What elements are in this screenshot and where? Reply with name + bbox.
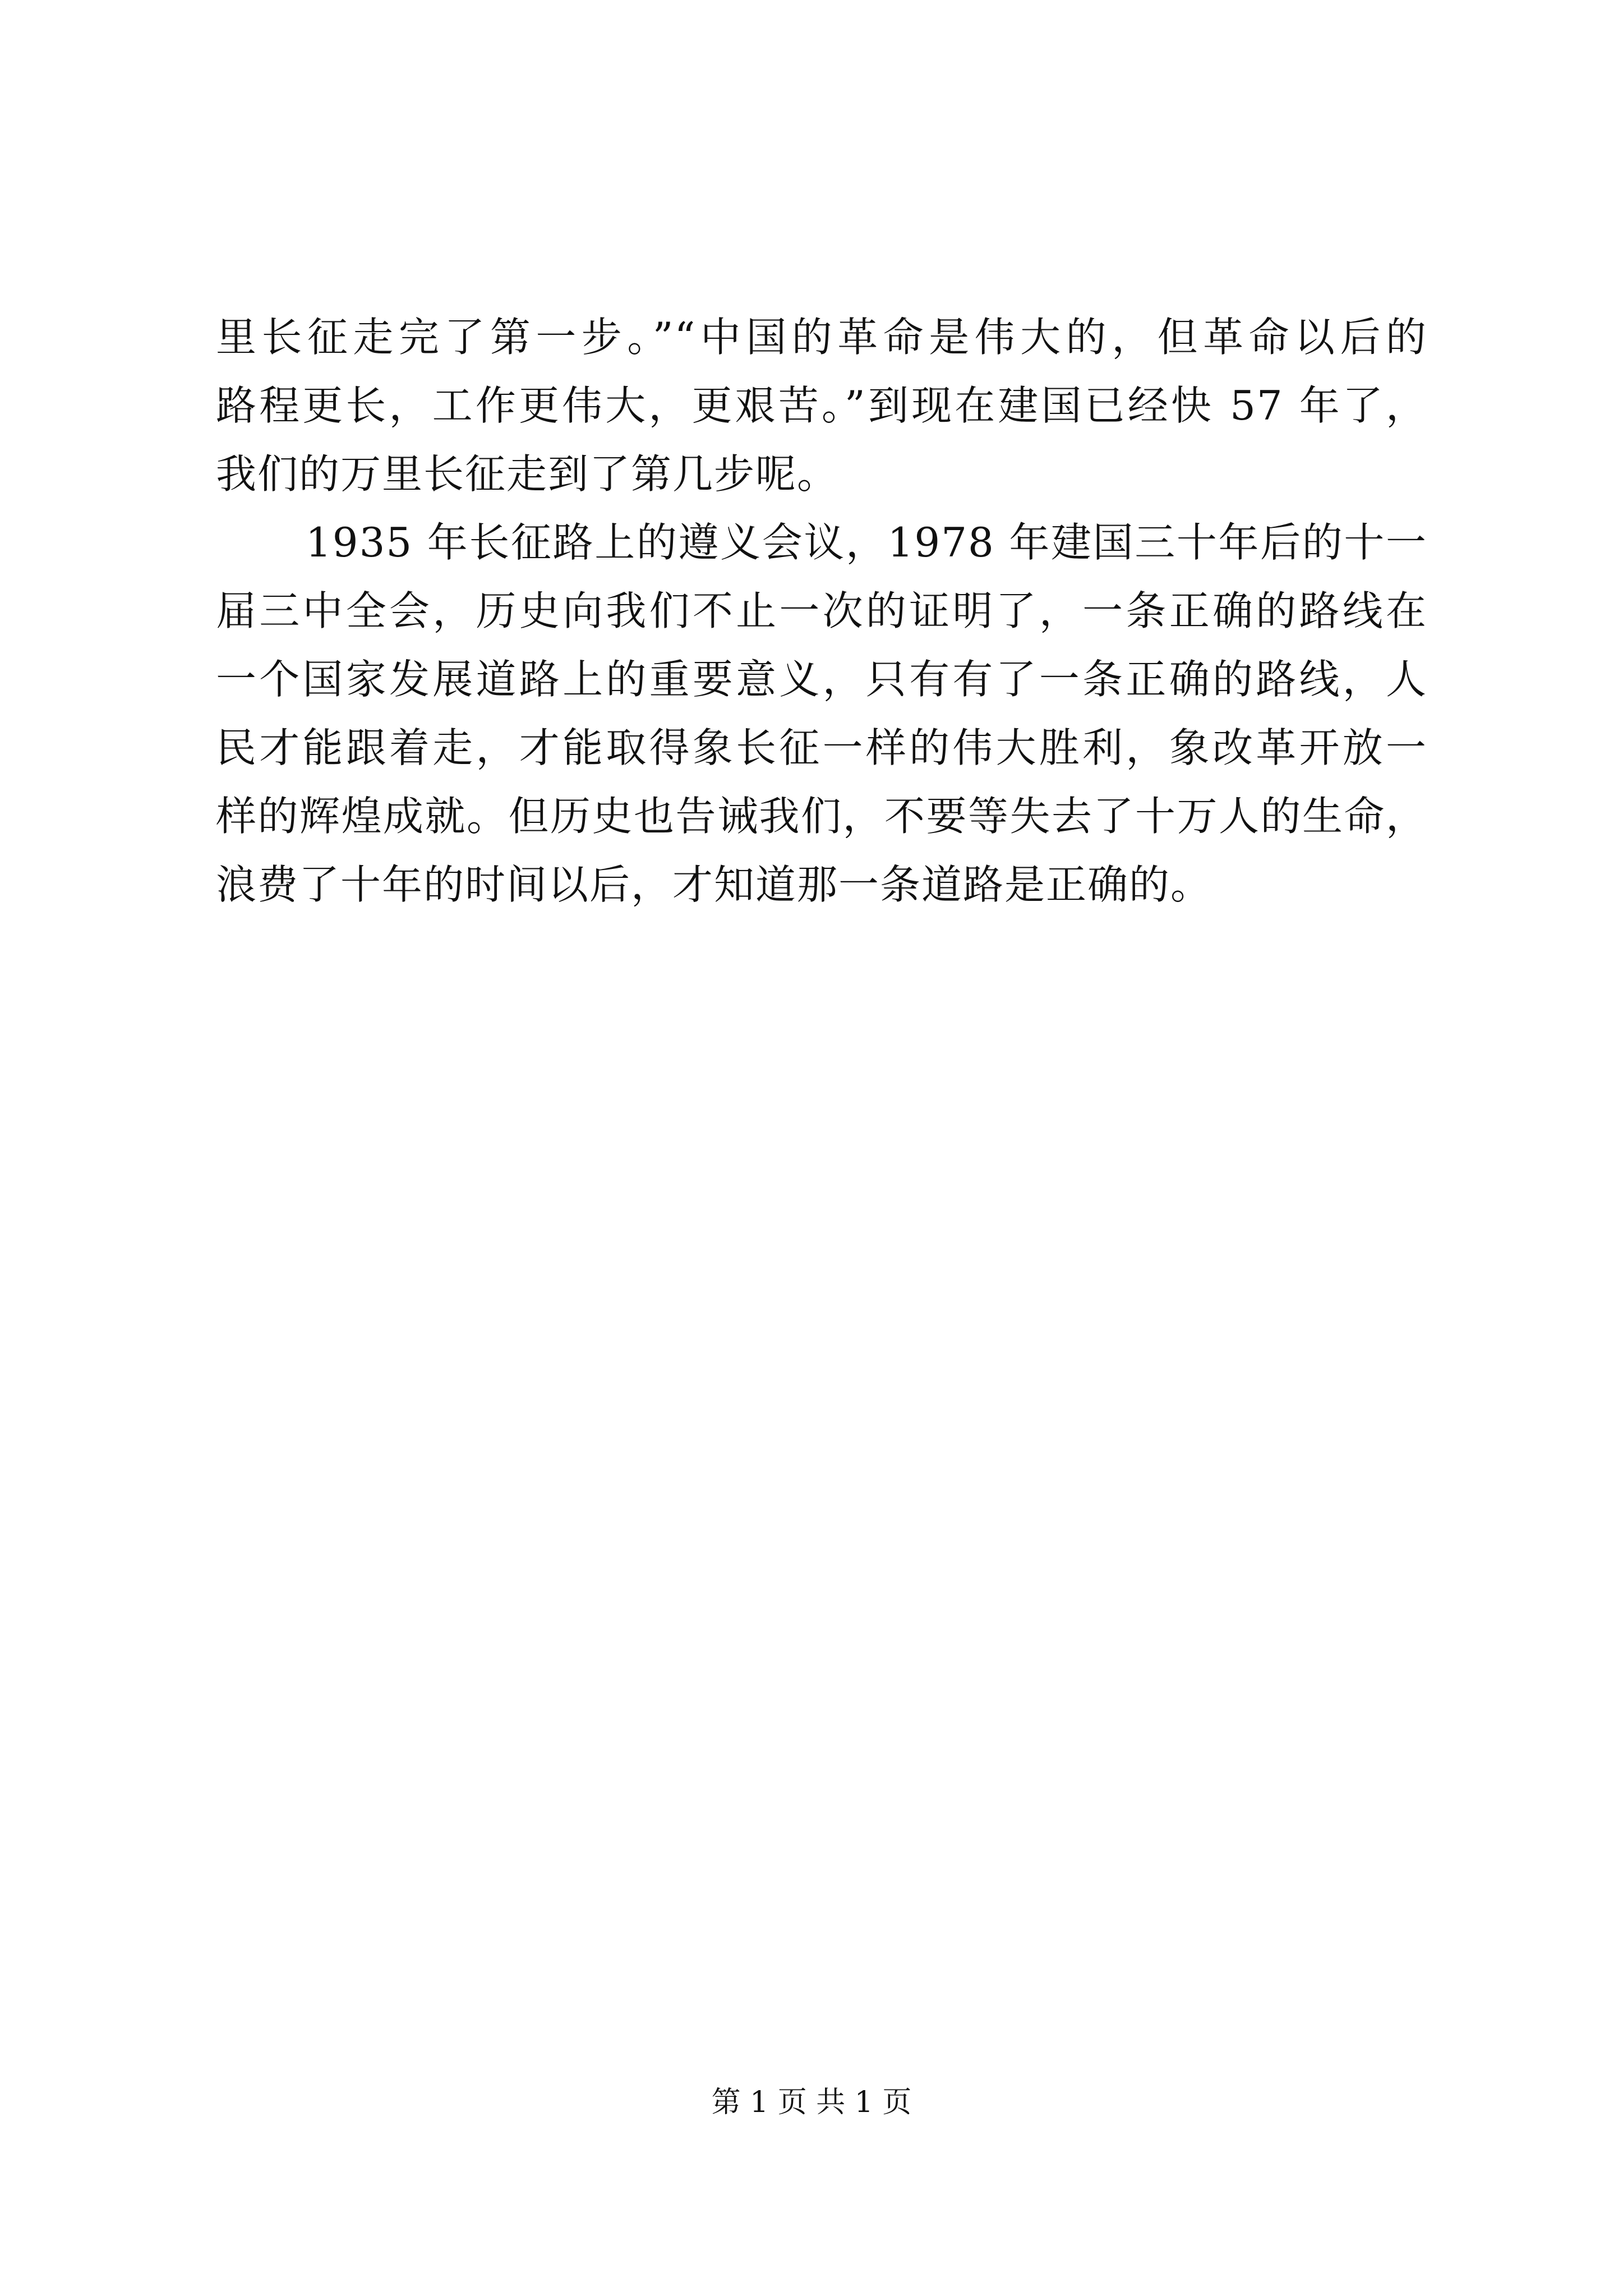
paragraph-2-line-6: 浪费了十年的时间以后，才知道那一条道路是正确的。 xyxy=(216,861,1212,908)
page-number-footer: 第 1 页 共 1 页 xyxy=(711,2086,912,2119)
paragraph-1-line-3: 我们的万里长征走到了第几步呢。 xyxy=(216,450,839,498)
paragraph-2-line-1: 1935 年长征路上的遵义会议，1978 年建国三十年后的十一 xyxy=(306,519,1427,566)
paragraph-2-line-5: 样的辉煌成就。但历史也告诫我们，不要等失去了十万人的生命， xyxy=(216,793,1427,840)
paragraph-1-line-2: 路程更长，工作更伟大，更艰苦。”到现在建国已经快 57 年了， xyxy=(216,382,1427,429)
paragraph-2-line-4: 民才能跟着走，才能取得象长征一样的伟大胜利，象改革开放一 xyxy=(216,724,1427,771)
paragraph-2-line-2: 届三中全会，历史向我们不止一次的证明了，一条正确的路线在 xyxy=(216,587,1427,634)
paragraph-1-line-1: 里长征走完了第一步。”“中国的革命是伟大的，但革命以后的 xyxy=(216,314,1427,361)
document-body xyxy=(216,303,1427,919)
paragraph-2-line-3: 一个国家发展道路上的重要意义，只有有了一条正确的路线，人 xyxy=(216,656,1427,703)
